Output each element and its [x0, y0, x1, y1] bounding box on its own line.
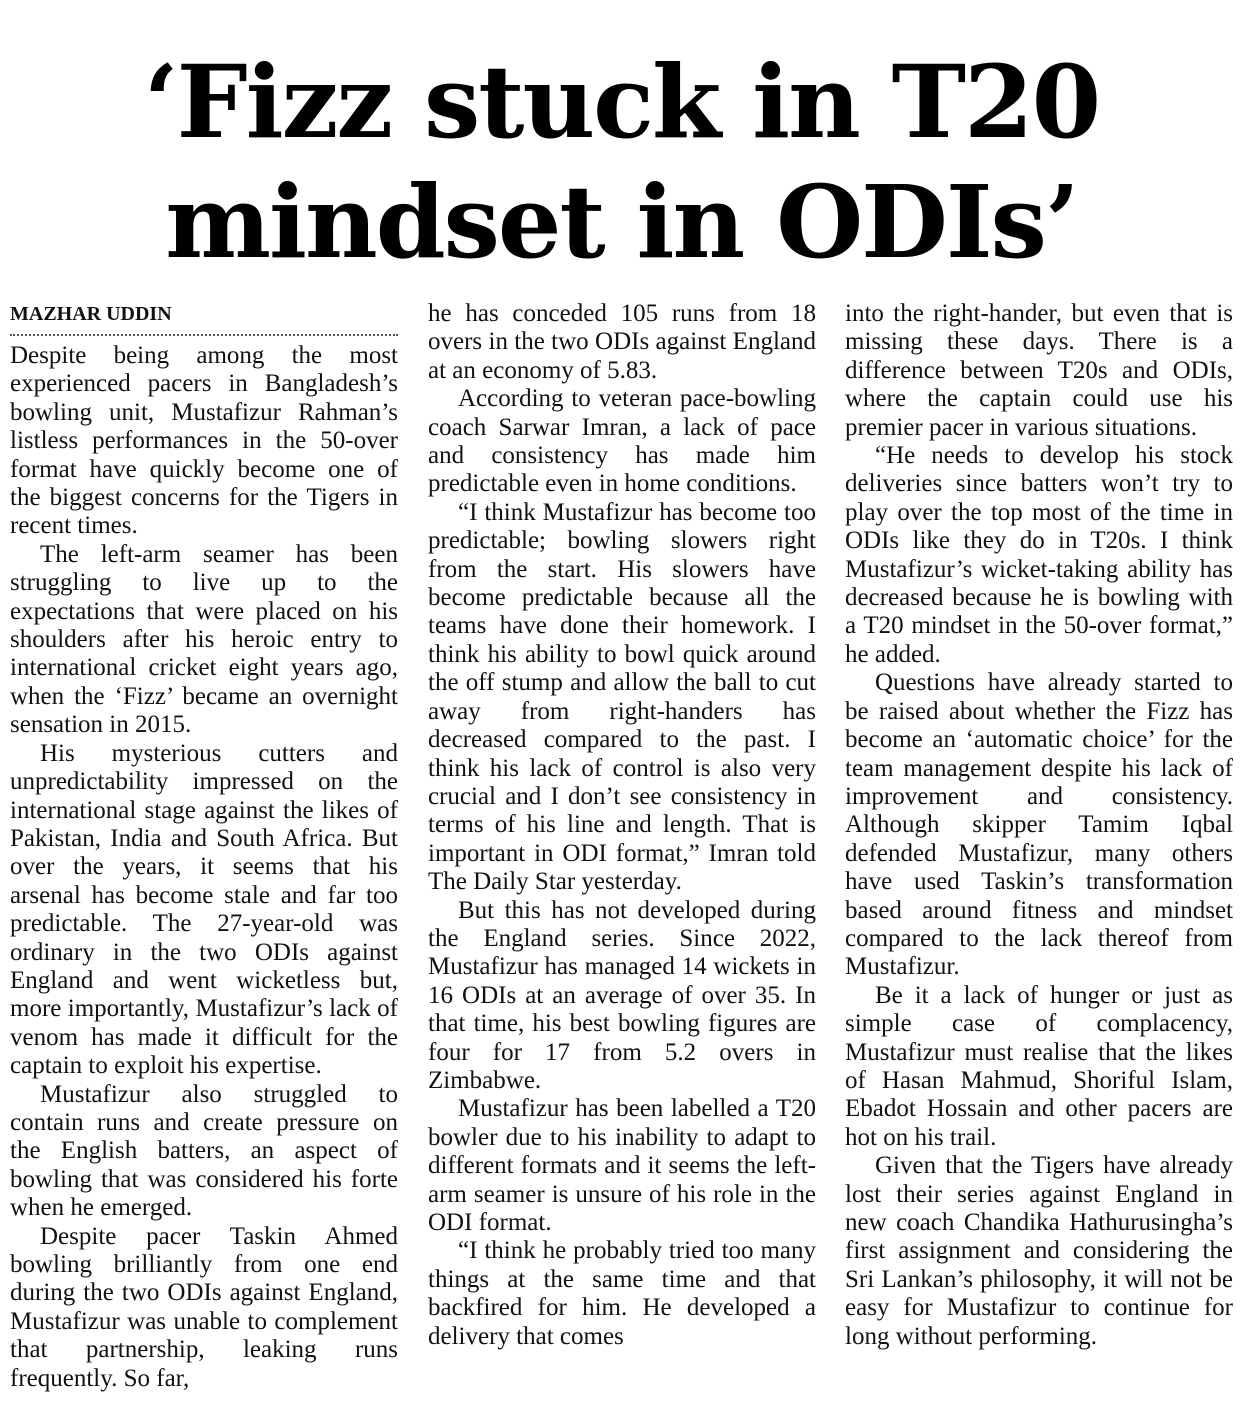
paragraph: Despite being among the most experienced pacers in Bangladesh’s bowling unit, Mustafizur Rahman’s listless performances in the 50-over format have quickly become one of the biggest concerns for the Tigers in recent times. [10, 342, 398, 540]
paragraph: But this has not developed during the England series. Since 2022, Mustafizur has managed 14 wickets in 16 ODIs at an average of over 35. In that time, his best bowling figures are four for 17 from 5.2 overs in Zimbabwe. [428, 896, 816, 1094]
paragraph: According to veteran pace-bowling coach Sarwar Imran, a lack of pace and consistency has made him predictable even in home conditions. [428, 385, 816, 498]
paragraph: Be it a lack of hunger or just as simple case of complacency, Mustafizur must realise that the likes of Hasan Mahmud, Shoriful Islam, Ebadot Hossain and other pacers are hot on his trail. [845, 981, 1233, 1151]
paragraph: into the right-hander, but even that is missing these days. There is a difference between T20s and ODIs, where the captain could use his premier pacer in various situations. [845, 300, 1233, 441]
paragraph: The left-arm seamer has been struggling to live up to the expectations that were placed on his shoulders after his heroic entry to international cricket eight years ago, when the ‘Fizz’ became an overnight sensation in 2015. [10, 540, 398, 739]
paragraph: “I think Mustafizur has become too predictable; bowling slowers right from the start. His slowers have become predictable because all the teams have done their homework. I think his ability to bowl quick around the off stump and allow the ball to cut away from right-handers has decreased compared to the past. I think his lack of control is also very crucial and I don’t see consistency in terms of his line and length. That is important in ODI format,” Imran told The Daily Star yesterday. [428, 498, 816, 896]
byline: MAZHAR UDDIN [10, 300, 398, 336]
paragraph: Mustafizur has been labelled a T20 bowler due to his inability to adapt to different formats and it seems the left-arm seamer is unsure of his role in the ODI format. [428, 1095, 816, 1236]
paragraph: Mustafizur also struggled to contain runs and create pressure on the English batters, an aspect of bowling that was considered his forte when he emerged. [10, 1080, 398, 1222]
paragraph: “He needs to develop his stock deliveries since batters won’t try to play over the top most of the time in ODIs like they do in T20s. I think Mustafizur’s wicket-taking ability has decreased because he is bowling with a T20 mindset in the 50-over format,” he added. [845, 442, 1233, 668]
article-column-2 [428, 300, 816, 1351]
headline-line-1: ‘Fizz stuck in T20 [143, 43, 1100, 161]
paragraph: he has conceded 105 runs from 18 overs in the two ODIs against England at an economy of 5.83. [428, 300, 816, 384]
article-column-1 [10, 300, 398, 1393]
headline-line-2: mindset in ODIs’ [165, 163, 1078, 281]
headline [0, 42, 1243, 282]
article-column-3 [845, 300, 1233, 1351]
paragraph: Despite pacer Taskin Ahmed bowling brilliantly from one end during the two ODIs against England, Mustafizur was unable to complement that partnership, leaking runs frequently. So far, [10, 1222, 398, 1392]
paragraph: Questions have already started to be raised about whether the Fizz has become an ‘automatic choice’ for the team management despite his lack of improvement and consistency. Although skipper Tamim Iqbal defended Mustafizur, many others have used Taskin’s transformation based around fitness and mindset compared to the lack thereof from Mustafizur. [845, 669, 1233, 981]
paragraph: “I think he probably tried too many things at the same time and that backfired for him. He developed a delivery that comes [428, 1237, 816, 1350]
paragraph: Given that the Tigers have already lost their series against England in new coach Chandika Hathurusingha’s first assignment and considering the Sri Lankan’s philosophy, it will not be easy for Mustafizur to continue for long without performing. [845, 1152, 1233, 1350]
paragraph: His mysterious cutters and unpredictability impressed on the international stage against the likes of Pakistan, India and South Africa. But over the years, it seems that his arsenal has become stale and far too predictable. The 27-year-old was ordinary in the two ODIs against England and went wicketless but, more importantly, Mustafizur’s lack of venom has made it difficult for the captain to exploit his expertise. [10, 739, 398, 1080]
